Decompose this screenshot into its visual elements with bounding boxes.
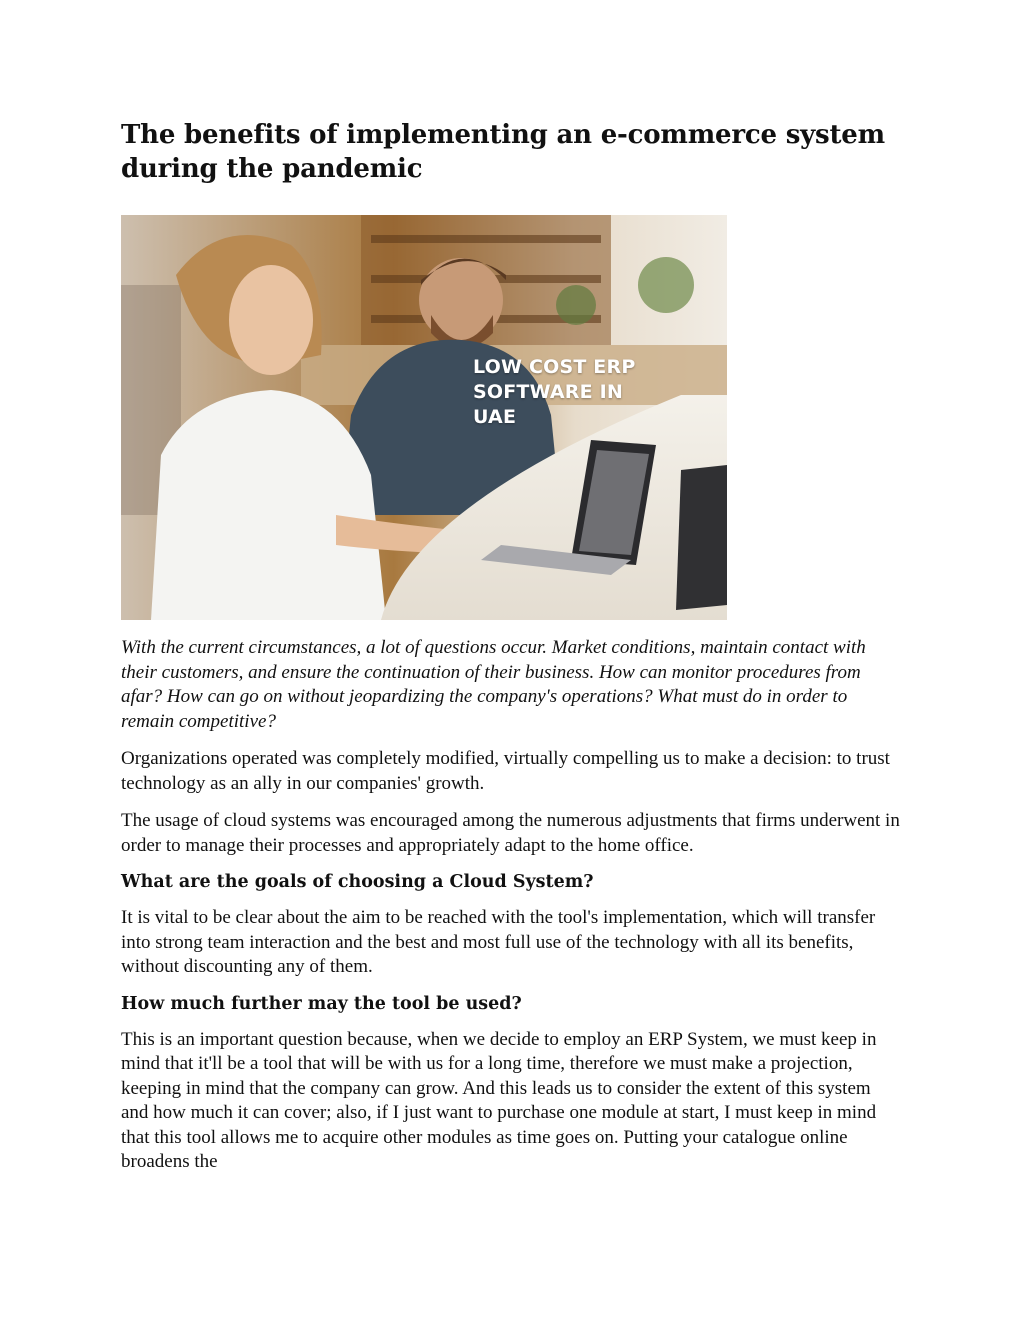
hero-overlay-line-1: LOW COST ERP [473, 356, 636, 378]
body-paragraph-2: The usage of cloud systems was encouraged among the numerous adjustments that firms underwent in order to manage their processes and appropriately adapt to the home office. [121, 810, 900, 856]
article-title: The benefits of implementing an e-commerce system during the pandemic [121, 120, 885, 184]
hero-overlay-text [473, 355, 635, 430]
section-body-tool-usage: This is an important question because, when we decide to employ an ERP System, we must keep in mind that it'll be a tool that will be with us for a long time, therefore we must make a projection, keeping in mind that the company can grow. And this leads us to consider the extent of this system and how much it can cover; also, if I just want to purchase one module at start, I must keep in mind that this tool allows me to acquire other modules as time goes on. Putting your catalogue online broadens the [121, 1028, 877, 1172]
hero-image [121, 215, 727, 620]
hero-overlay-line-3: UAE [473, 406, 517, 428]
section-heading-tool-usage: How much further may the tool be used? [121, 993, 522, 1014]
body-paragraph-1: Organizations operated was completely modified, virtually compelling us to make a decision: to trust technology as an ally in our companies' growth. [121, 748, 890, 794]
hero-photo-illustration [121, 215, 727, 620]
hero-overlay-line-2: SOFTWARE IN [473, 381, 623, 403]
intro-paragraph: With the current circumstances, a lot of questions occur. Market conditions, maintain contact with their customers, and ensure the continuation of their business. How can monitor procedures from afar? How can go on without jeopardizing the company's operations? What must do in order to remain competitive? [121, 637, 866, 732]
document-page [121, 118, 901, 1175]
section-body-cloud-goals: It is vital to be clear about the aim to be reached with the tool's implementation, which will transfer into strong team interaction and the best and most full use of the technology with all its benefits, without discounting any of them. [121, 907, 876, 977]
section-heading-cloud-goals: What are the goals of choosing a Cloud System? [121, 872, 594, 892]
